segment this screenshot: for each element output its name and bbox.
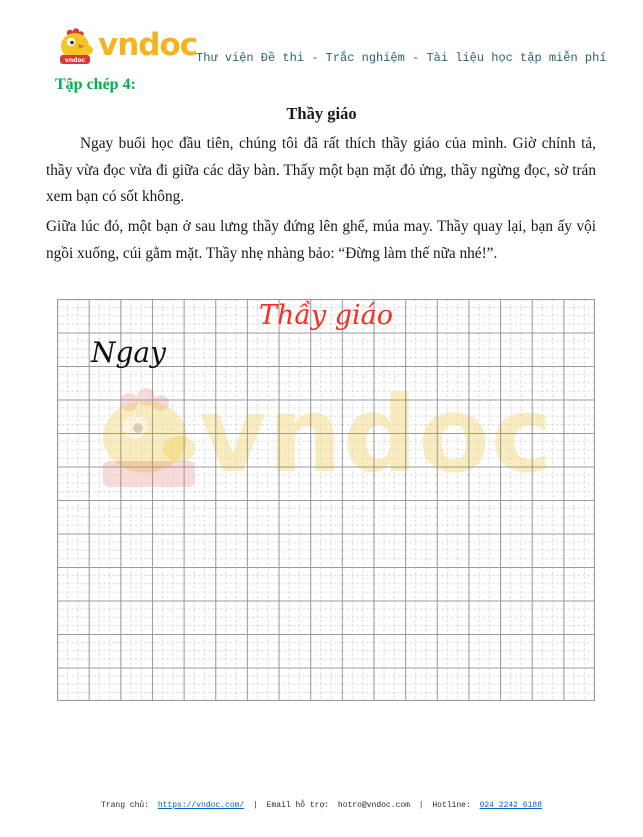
practice-title-handwriting: Thầy giáo <box>258 300 394 331</box>
vndoc-logo <box>54 26 197 68</box>
footer-home-link[interactable]: https://vndoc.com/ <box>157 801 245 810</box>
site-tagline: Thư viện Đề thi - Trắc nghiệm - Tài liệu học tập miễn phí <box>196 51 607 65</box>
footer-email-label: Email hỗ trợ: <box>266 801 330 810</box>
footer-email-address: hotro@vndoc.com <box>337 801 410 810</box>
footer-separator-icon: | <box>253 801 258 810</box>
footer-hotline-label: Hotline: <box>432 801 471 810</box>
footer-separator-icon: | <box>418 801 424 810</box>
lesson-number-label: Tập chép 4: <box>55 76 136 93</box>
footer-hotline-link[interactable]: 024 2242 6188 <box>479 801 542 810</box>
footer-home-label: Trang chủ: <box>100 801 149 810</box>
practice-sample-word: Ngay <box>91 336 166 369</box>
handwriting-practice-grid <box>57 299 595 701</box>
lesson-paragraph-2: Giữa lúc đó, một bạn ở sau lưng thầy đứng lên ghế, múa may. Thầy quay lại, bạn ấy vội ngồi xuống, cúi gằm mặt. Thầy nhẹ nhàng bảo: “Đừng làm thế nữa nhé!”. <box>46 218 596 262</box>
logo-wordmark: vndoc <box>98 26 198 63</box>
mascot-banner-text: vndoc <box>64 57 86 64</box>
lesson-title: Thầy giáo <box>286 104 357 123</box>
footer <box>0 801 643 810</box>
lesson-paragraph-1: Ngay buổi học đầu tiên, chúng tôi đã rất thích thầy giáo của mình. Giờ chính tả, thầy vừa đọc vừa đi giữa các dãy bàn. Thấy một bạn mặt đỏ ửng, thầy ngừng đọc, sờ trán xem bạn có sốt không. <box>46 135 596 206</box>
vndoc-mascot-icon <box>54 26 96 68</box>
